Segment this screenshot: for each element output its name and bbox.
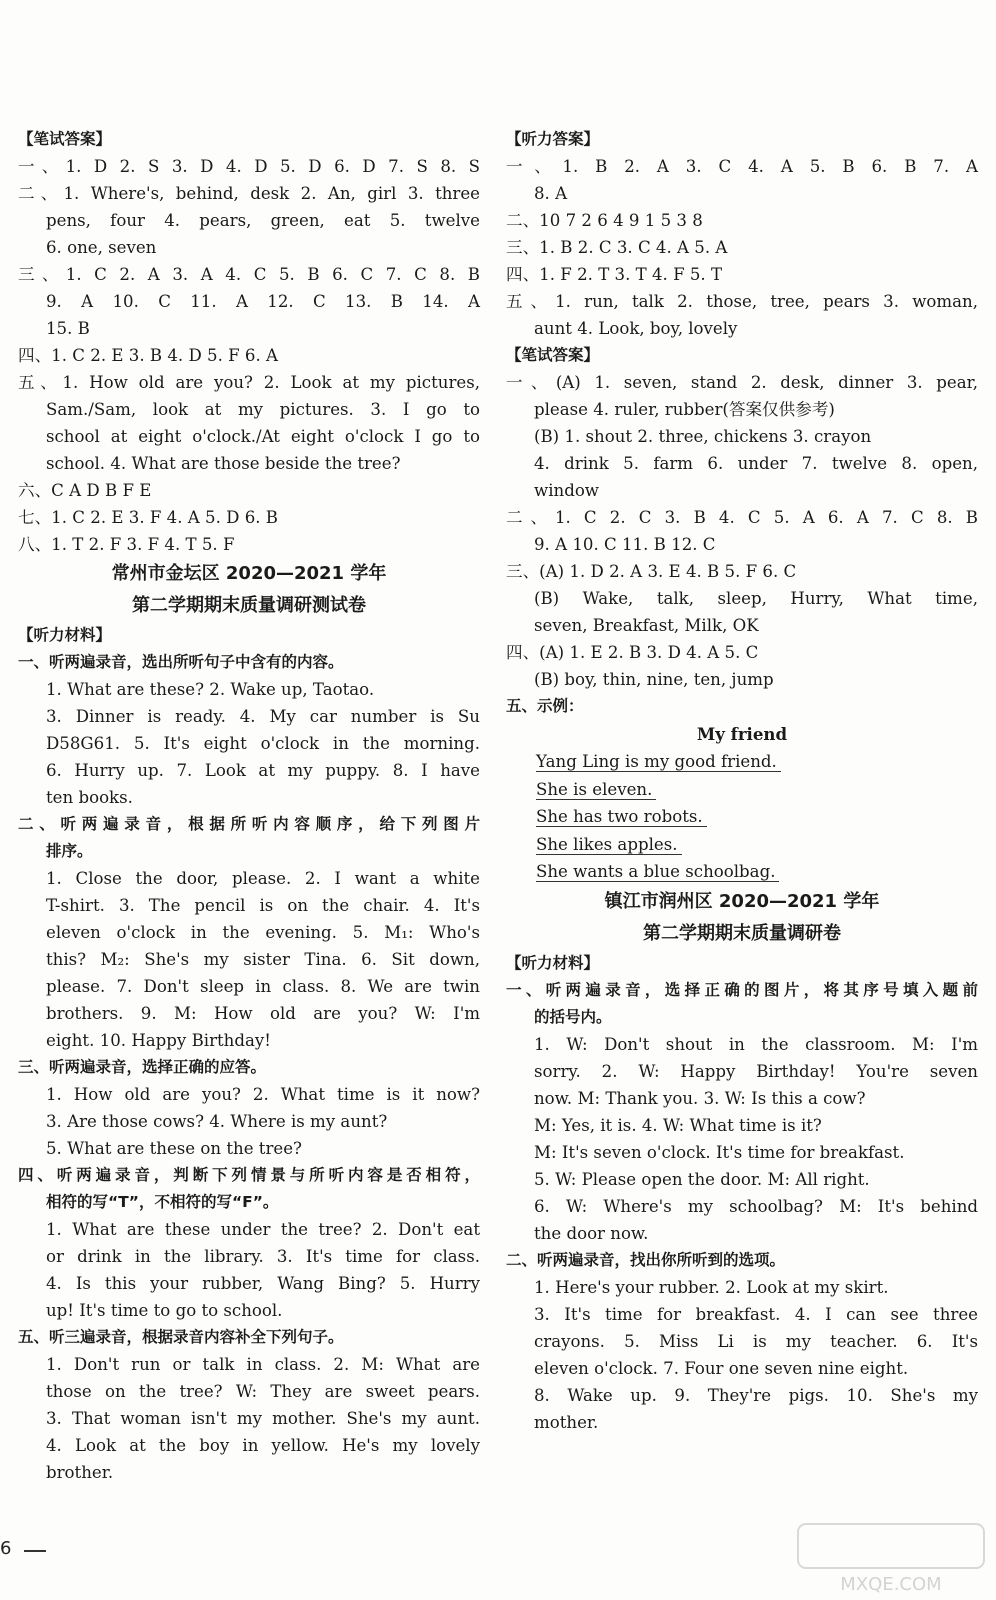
right-answers: [506, 126, 978, 720]
question-instruction: 五、示例：: [506, 697, 584, 715]
answer-line: pens, four 4. pears, green, eat 5. twelve: [46, 211, 480, 230]
answer-line: (B) boy, thin, nine, ten, jump: [534, 670, 774, 689]
answer-line: 五、1. run, talk 2. those, tree, pears 3. woman,: [506, 292, 978, 311]
runzhou-exam-section: [506, 886, 978, 1436]
essay-title: My friend: [696, 724, 788, 744]
answer-line: those on the tree? W: They are sweet pears.: [46, 1382, 480, 1401]
answer-line: 1. What are these? 2. Wake up, Taotao.: [46, 680, 375, 699]
section-header: 【听力答案】: [506, 130, 600, 148]
essay-line: [506, 858, 978, 886]
exam-title: 第二学期期末质量调研卷: [643, 922, 841, 944]
answer-line: please 4. ruler, rubber(答案仅供参考): [534, 400, 835, 419]
essay-line-text: She is eleven.: [536, 780, 656, 800]
exam-title: 第二学期期末质量调研测试卷: [132, 595, 366, 616]
answer-line: up! It's time to go to school.: [46, 1301, 283, 1320]
right-column: [506, 126, 978, 1436]
answer-line: 二、1. Where's, behind, desk 2. An, girl 3. three: [18, 184, 480, 203]
answer-line: 3. Dinner is ready. 4. My car number is Su: [46, 707, 480, 726]
answer-line: 一、1. D 2. S 3. D 4. D 5. D 6. D 7. S 8. S: [18, 157, 480, 176]
answer-line: 二、1. C 2. C 3. B 4. C 5. A 6. A 7. C 8. B: [506, 508, 978, 527]
answer-line: crayons. 5. Miss Li is my teacher. 6. It's: [534, 1331, 978, 1351]
question-instruction: 相符的写“T”，不相符的写“F”。: [46, 1193, 279, 1211]
answer-line: 二、10 7 2 6 4 9 1 5 3 8: [506, 211, 703, 230]
answer-line: (B) Wake, talk, sleep, Hurry, What time,: [534, 589, 978, 608]
answer-line: 四、1. F 2. T 3. T 4. F 5. T: [506, 265, 723, 284]
answer-line: 1. What are these under the tree? 2. Don't eat: [46, 1220, 480, 1239]
answer-line: sorry. 2. W: Happy Birthday! You're seven: [534, 1061, 978, 1081]
answer-line: school. 4. What are those beside the tree?: [46, 454, 401, 473]
answer-line: (B) 1. shout 2. three, chickens 3. crayon: [534, 427, 872, 446]
answer-line: brother.: [46, 1463, 114, 1482]
answer-line: 七、1. C 2. E 3. F 4. A 5. D 6. B: [18, 508, 279, 527]
answer-line: D58G61. 5. It's eight o'clock in the morning.: [46, 734, 480, 753]
answer-line: this? M₂: She's my sister Tina. 6. Sit down,: [46, 950, 480, 969]
answer-line: eleven o'clock. 7. Four one seven nine eight.: [534, 1358, 909, 1378]
question-instruction: 四、听两遍录音，判断下列情景与所听内容是否相符，: [18, 1166, 480, 1184]
answer-line: aunt 4. Look, boy, lovely: [534, 319, 738, 338]
answer-line: ten books.: [46, 788, 133, 807]
answer-line: 4. drink 5. farm 6. under 7. twelve 8. open,: [534, 454, 978, 473]
answer-line: 三、1. B 2. C 3. C 4. A 5. A: [506, 238, 728, 257]
answer-line: 五、1. How old are you? 2. Look at my pictures,: [18, 373, 480, 392]
watermark-logo: [796, 1520, 986, 1596]
answer-line: now. M: Thank you. 3. W: Is this a cow?: [534, 1088, 866, 1108]
essay-line-text: She has two robots.: [536, 807, 707, 827]
essay-line-text: She wants a blue schoolbag.: [536, 862, 779, 882]
essay-sample: [506, 720, 978, 886]
question-instruction: 五、听三遍录音，根据录音内容补全下列句子。: [18, 1328, 344, 1346]
essay-line: [506, 831, 978, 859]
section-header: 【听力材料】: [506, 953, 600, 972]
answer-line: 8. A: [534, 184, 568, 203]
answer-line: 四、1. C 2. E 3. B 4. D 5. F 6. A: [18, 346, 279, 365]
essay-line: [506, 776, 978, 804]
answer-line: 四、(A) 1. E 2. B 3. D 4. A 5. C: [506, 643, 759, 662]
question-instruction: 三、听两遍录音，选择正确的应答。: [18, 1058, 267, 1076]
answer-line: Sam./Sam, look at my pictures. 3. I go to: [46, 400, 480, 419]
question-instruction: 二、听两遍录音，找出你所听到的选项。: [506, 1250, 786, 1269]
section-header: 【笔试答案】: [18, 130, 112, 148]
page-number-dash: [24, 1550, 46, 1552]
answer-line: 3. Are those cows? 4. Where is my aunt?: [46, 1112, 388, 1131]
answer-line: 六、C A D B F E: [18, 481, 152, 500]
essay-line-text: Yang Ling is my good friend.: [536, 752, 781, 772]
page-number: 6: [0, 1538, 12, 1559]
answer-line: 6. Hurry up. 7. Look at my puppy. 8. I have: [46, 761, 480, 780]
answer-line: 三、(A) 1. D 2. A 3. E 4. B 5. F 6. C: [506, 562, 797, 581]
essay-line-text: She likes apples.: [536, 835, 682, 855]
answer-line: eight. 10. Happy Birthday!: [46, 1031, 271, 1050]
essay-line: [506, 803, 978, 831]
answer-line: mother.: [534, 1412, 599, 1432]
answer-line: 4. Look at the boy in yellow. He's my lovely: [46, 1436, 480, 1455]
question-instruction: 排序。: [46, 842, 93, 860]
answer-line: M: Yes, it is. 4. W: What time is it?: [534, 1115, 822, 1135]
section-header: 【听力材料】: [18, 626, 112, 644]
exam-title: 镇江市润州区 2020—2021 学年: [604, 890, 880, 912]
answer-line: 3. That woman isn't my mother. She's my aunt.: [46, 1409, 480, 1428]
section-header: 【笔试答案】: [506, 346, 600, 364]
answer-line: seven, Breakfast, Milk, OK: [534, 616, 759, 635]
answer-line: 一、1. B 2. A 3. C 4. A 5. B 6. B 7. A: [506, 157, 978, 176]
answer-line: M: It's seven o'clock. It's time for breakfast.: [534, 1142, 905, 1162]
svg-text:MXQE.COM: MXQE.COM: [840, 1574, 942, 1595]
answer-line: 1. Here's your rubber. 2. Look at my skirt.: [534, 1277, 889, 1297]
answer-line: 5. W: Please open the door. M: All right.: [534, 1169, 870, 1189]
answer-line: 15. B: [46, 319, 90, 338]
answer-line: T-shirt. 3. The pencil is on the chair. 4. It's: [46, 896, 480, 915]
answer-line: window: [534, 481, 600, 500]
answer-line: 6. one, seven: [46, 238, 157, 257]
question-instruction: 一、听两遍录音，选择正确的图片，将其序号填入题前: [506, 980, 978, 999]
answer-line: the door now.: [534, 1223, 649, 1243]
answer-line: 4. Is this your rubber, Wang Bing? 5. Hurry: [46, 1274, 480, 1293]
answer-line: 5. What are these on the tree?: [46, 1139, 302, 1158]
answer-line: 9. A 10. C 11. B 12. C: [534, 535, 716, 554]
answer-line: 1. Close the door, please. 2. I want a white: [46, 869, 480, 888]
answer-line: 9. A 10. C 11. A 12. C 13. B 14. A: [46, 292, 480, 311]
answer-line: 8. Wake up. 9. They're pigs. 10. She's my: [534, 1385, 978, 1405]
answer-line: 6. W: Where's my schoolbag? M: It's behind: [534, 1196, 978, 1216]
essay-line: [506, 748, 978, 776]
answer-line: please. 7. Don't sleep in class. 8. We are twin: [46, 977, 480, 996]
answer-line: 1. How old are you? 2. What time is it now?: [46, 1085, 480, 1104]
question-instruction: 二、听两遍录音，根据所听内容顺序，给下列图片: [18, 815, 480, 833]
exam-title: 常州市金坛区 2020—2021 学年: [111, 563, 387, 584]
answer-line: school at eight o'clock./At eight o'clock I go to: [46, 427, 480, 446]
question-instruction: 的括号内。: [534, 1007, 612, 1026]
answer-line: 八、1. T 2. F 3. F 4. T 5. F: [18, 535, 235, 554]
answer-line: 三、1. C 2. A 3. A 4. C 5. B 6. C 7. C 8. B: [18, 265, 480, 284]
answer-line: or drink in the library. 3. It's time for class.: [46, 1247, 480, 1266]
answer-line: brothers. 9. M: How old are you? W: I'm: [46, 1004, 480, 1023]
question-instruction: 一、听两遍录音，选出所听句子中含有的内容。: [18, 653, 344, 671]
answer-line: 3. It's time for breakfast. 4. I can see three: [534, 1304, 978, 1324]
answer-line: 一、(A) 1. seven, stand 2. desk, dinner 3. pear,: [506, 373, 978, 392]
answer-line: eleven o'clock in the evening. 5. M₁: Who's: [46, 923, 480, 942]
answer-line: 1. Don't run or talk in class. 2. M: What are: [46, 1355, 480, 1374]
left-column: [18, 126, 480, 1486]
answer-line: 1. W: Don't shout in the classroom. M: I'm: [534, 1034, 978, 1054]
